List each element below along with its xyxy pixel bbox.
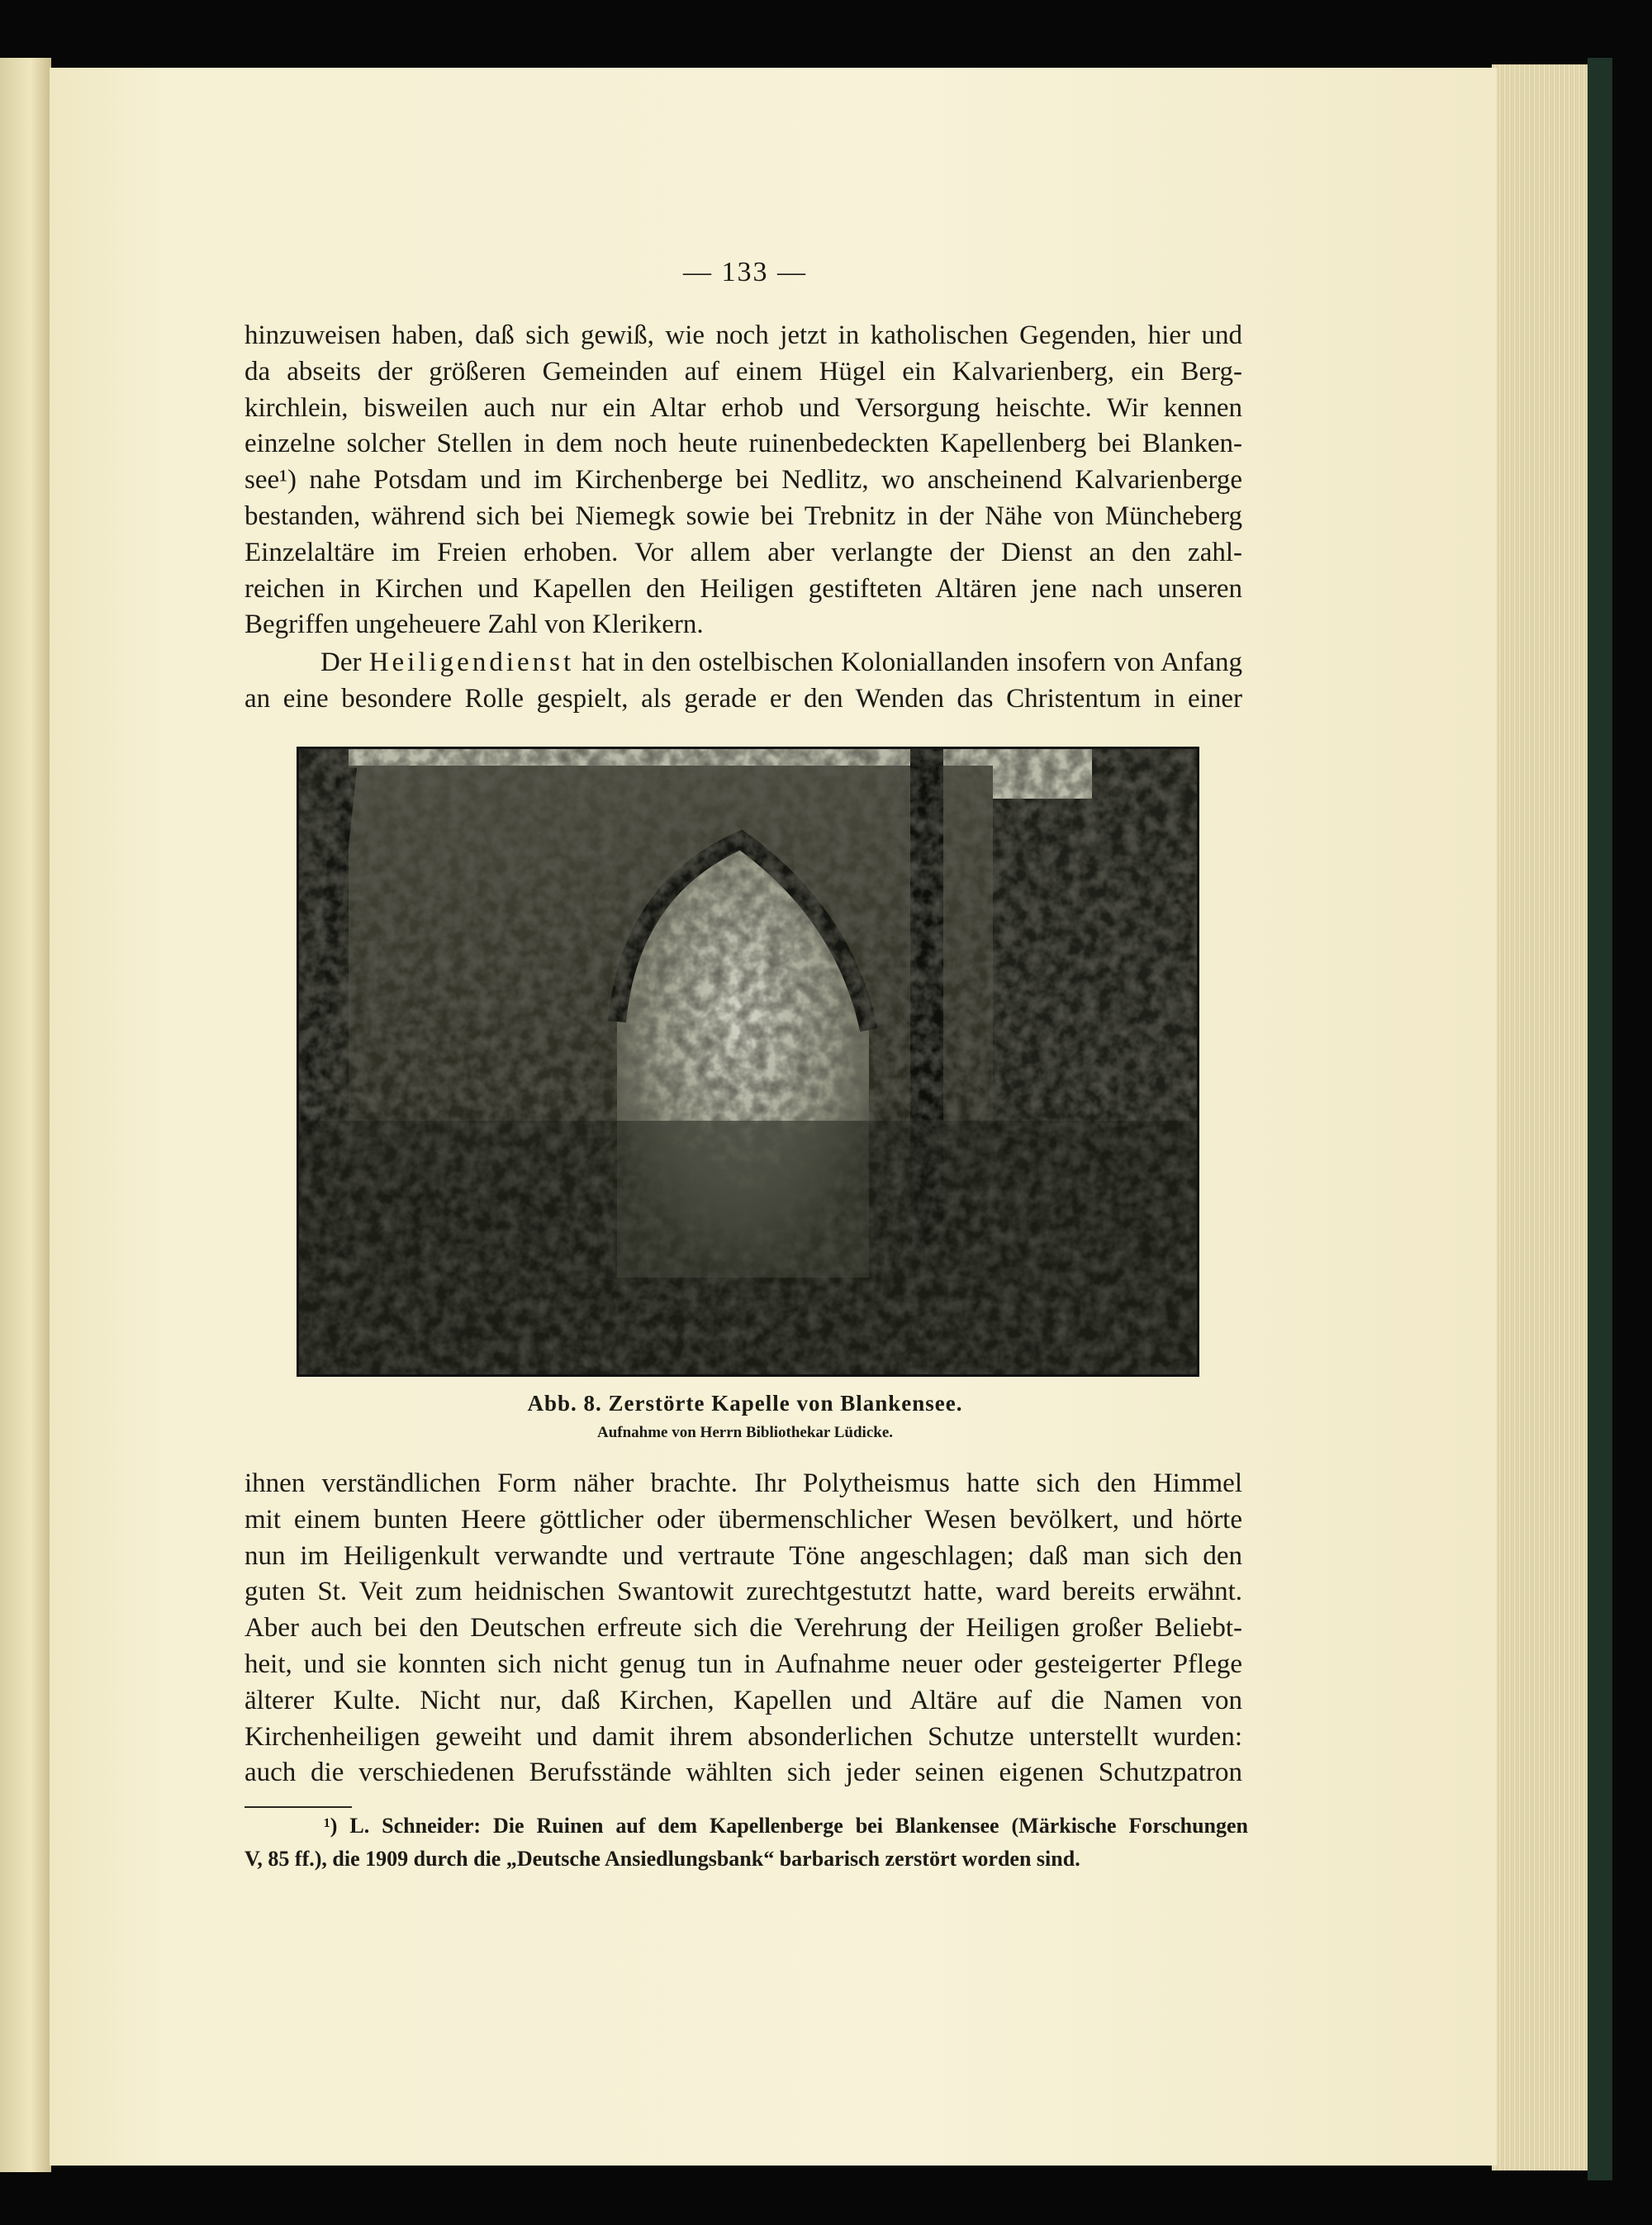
text-line: see¹) nahe Potsdam und im Kirchenberge bei Nedlitz, wo anscheinend Kalvarienberge [244, 465, 1242, 496]
text-line: einzelne solcher Stellen in dem noch heute ruinenbedeckten Kapellenberg bei Blanken- [244, 429, 1242, 459]
paragraph-3 [244, 1466, 1242, 1791]
footnote-line: V, 85 ff.), die 1909 durch die „Deutsche Ansiedlungsbank“ barbarisch zerstört worden sind. [244, 1847, 1080, 1871]
text-line: bestanden, während sich bei Niemegk sowie bei Trebnitz in der Nähe von Müncheberg [244, 501, 1242, 531]
text-line: älterer Kulte. Nicht nur, daß Kirchen, Kapellen und Altäre auf die Namen von [244, 1685, 1242, 1715]
text-run: Der [320, 648, 362, 677]
text-line: auch die verschiedenen Berufsstände wählten sich jeder seinen eigenen Schutzpatron [244, 1758, 1242, 1788]
book-cover [1588, 58, 1612, 2180]
text-line: mit einem bunten Heere göttlicher oder übermenschlicher Wesen bevölkert, und hörte [244, 1504, 1242, 1535]
facing-page-edge [0, 58, 51, 2172]
footnote-divider [244, 1806, 352, 1808]
text-line: Aber auch bei den Deutschen erfreute sich die Verehrung der Heiligen großer Beliebt- [244, 1613, 1242, 1644]
text-line: reichen in Kirchen und Kapellen den Heiligen gestifteten Altären jene nach unseren [244, 573, 1242, 604]
paragraph-2 [244, 645, 1242, 718]
text-line: da abseits der größeren Gemeinden auf einem Hügel ein Kalvarienberg, ein Berg- [244, 356, 1242, 387]
text-line: Einzelaltäre im Freien erhoben. Vor allem aber verlangte der Dienst an den zahl- [244, 537, 1242, 567]
text-run: hat in den ostelbischen Koloniallanden insofern von Anfang [582, 648, 1243, 677]
emphasized-term: Heiligendienst [368, 648, 575, 677]
footnote-line: ¹) L. Schneider: Die Ruinen auf dem Kapellenberge bei Blankensee (Märkische Forschungen [324, 1814, 1248, 1838]
text-line: heit, und sie konnten sich nicht genug tun in Aufnahme neuer oder gesteigerter Pflege [244, 1649, 1242, 1679]
page-stack-edge [1492, 64, 1591, 2170]
text-line: Begriffen ungeheuere Zahl von Klerikern. [244, 610, 704, 640]
page-number: — 133 — [683, 257, 807, 287]
figure-caption: Abb. 8. Zerstörte Kapelle von Blankensee. [527, 1391, 963, 1416]
paragraph-1 [244, 318, 1242, 643]
photo-ruined-chapel [297, 747, 1199, 1377]
photo-illustration [299, 749, 1197, 1374]
text-line: guten St. Veit zum heidnischen Swantowit zurechtgestutzt hatte, ward bereits erwähnt. [244, 1577, 1242, 1607]
text-line: an eine besondere Rolle gespielt, als gerade er den Wenden das Christentum in einer [244, 683, 1242, 714]
text-line: ihnen verständlichen Form näher brachte. Ihr Polytheismus hatte sich den Himmel [244, 1468, 1242, 1498]
text-line: nun im Heiligenkult verwandte und vertraute Töne angeschlagen; daß man sich den [244, 1540, 1242, 1571]
text-line: kirchlein, bisweilen auch nur ein Altar erhob und Versorgung heischte. Wir kennen [244, 392, 1242, 423]
text-line: hinzuweisen haben, daß sich gewiß, wie noch jetzt in katholischen Gegenden, hier und [244, 320, 1242, 350]
figure-credit: Aufnahme von Herrn Bibliothekar Lüdicke. [596, 1424, 894, 1441]
text-line [244, 645, 1242, 681]
text-line: Kirchenheiligen geweiht und damit ihrem absonderlichen Schutze unterstellt wurden: [244, 1721, 1242, 1752]
